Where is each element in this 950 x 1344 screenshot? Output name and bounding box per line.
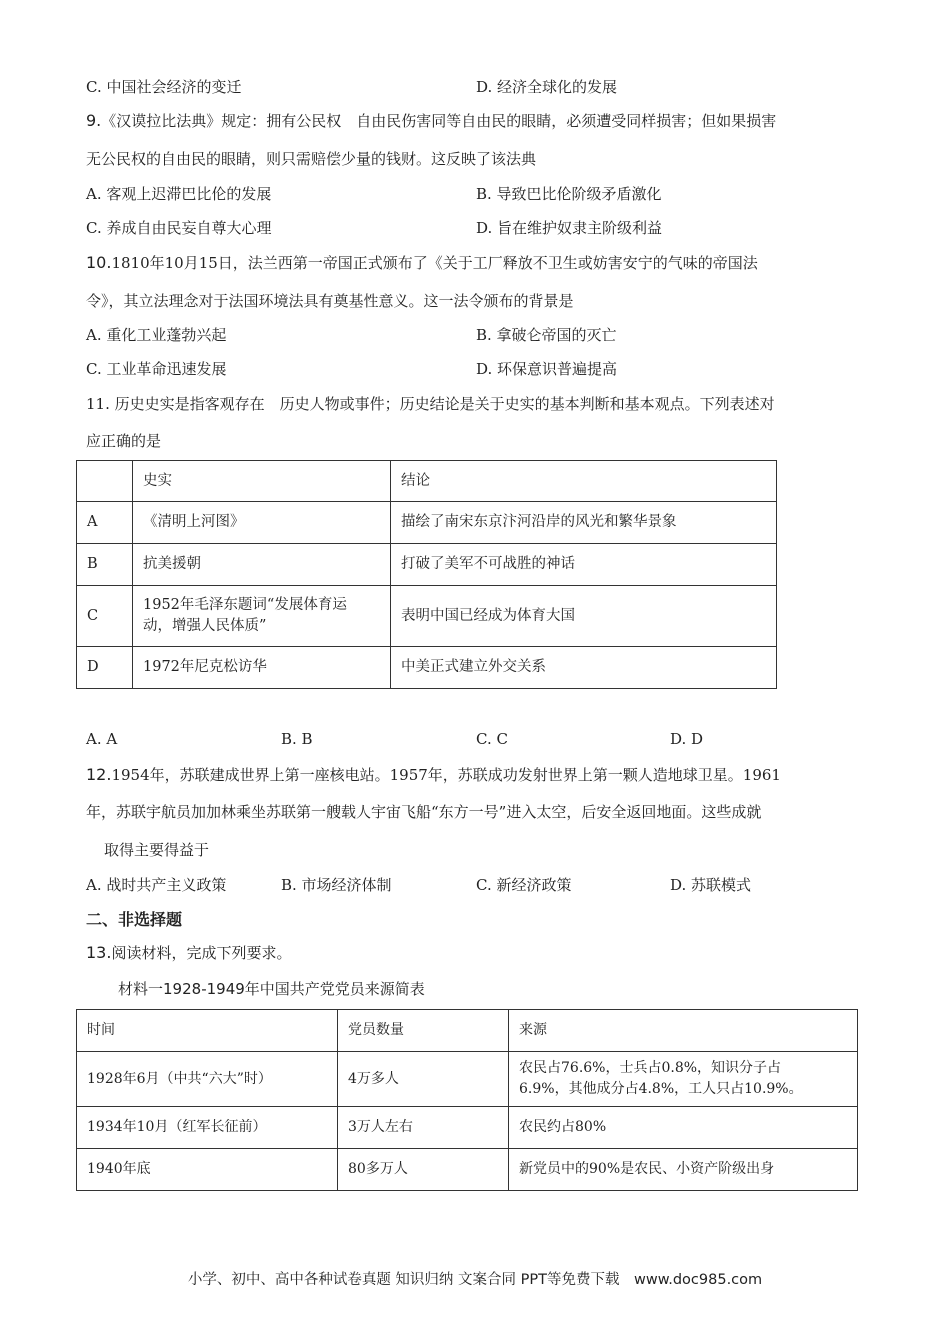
- q8-option-d: D. 经济全球化的发展: [476, 78, 618, 96]
- q13-number: 13.: [86, 943, 112, 962]
- q12-option-b: B. 市场经济体制: [281, 876, 392, 894]
- table-row: [77, 586, 777, 647]
- row-label: B: [77, 544, 133, 586]
- table-header-cell: 史实: [133, 461, 391, 502]
- q10-stem-line2: 令》，其立法理念对于法国环境法具有奠基性意义。这一法令颁布的背景是: [86, 292, 574, 310]
- q10-option-d: D. 环保意识普遍提高: [476, 360, 618, 378]
- time-cell: 1940年底: [77, 1149, 338, 1191]
- conclusion-cell: 中美正式建立外交关系: [391, 647, 777, 689]
- q10-stem-line1: [86, 252, 758, 273]
- count-cell: 80多万人: [338, 1149, 509, 1191]
- q11-table: [76, 460, 777, 689]
- source-line2: 6.9%，其他成分占4.8%，工人只占10.9%。: [519, 1081, 803, 1097]
- time-cell: 1934年10月（红军长征前）: [77, 1107, 338, 1149]
- fact-cell: 《清明上河图》: [133, 502, 391, 544]
- page-footer: 小学、初中、高中各种试卷真题 知识归纳 文案合同 PPT等免费下载 www.doc985.com: [187, 1272, 763, 1288]
- q11-stem-line2: 应正确的是: [86, 432, 162, 450]
- q13-stem: [86, 942, 291, 963]
- q9-option-b: B. 导致巴比伦阶级矛盾激化: [476, 185, 662, 203]
- fact-line1: 1952年毛泽东题词“发展体育运: [143, 597, 347, 613]
- q13-text: 阅读材料，完成下列要求。: [111, 944, 292, 962]
- count-cell: 3万人左右: [338, 1107, 509, 1149]
- fact-line2: 动，增强人民体质”: [143, 618, 267, 634]
- material-suffix: 年中国共产党党员来源简表: [244, 980, 425, 998]
- q10-option-a: A. 重化工业蓬勃兴起: [86, 326, 227, 344]
- source-cell: [509, 1052, 858, 1107]
- q10-text-line1: 1810年10月15日，法兰西第一帝国正式颁布了《关于工厂释放不卫生或妨害安宁的气味的帝国法: [111, 254, 758, 272]
- q8-option-c: C. 中国社会经济的变迁: [86, 78, 242, 96]
- q13-material-caption: [118, 978, 425, 999]
- q9-option-a: A. 客观上迟滞巴比伦的发展: [86, 185, 272, 203]
- table-header-cell: 党员数量: [338, 1010, 509, 1052]
- source-line1: 农民占76.6%，士兵占0.8%，知识分子占: [519, 1060, 782, 1076]
- q9-number: 9.: [86, 111, 102, 130]
- q11-option-a: A. A: [86, 730, 118, 748]
- table-row: [77, 647, 777, 689]
- table-header-cell: 时间: [77, 1010, 338, 1052]
- row-label: A: [77, 502, 133, 544]
- q9-option-c: C. 养成自由民妄自尊大心理: [86, 219, 272, 237]
- q12-stem-line2: 年，苏联宇航员加加林乘坐苏联第一艘载人宇宙飞船“东方一号”进入太空，后安全返回地面。这些成就: [86, 803, 762, 821]
- fact-cell: [133, 586, 391, 647]
- q11-stem-line1: 11. 历史史实是指客观存在 历史人物或事件；历史结论是关于史实的基本判断和基本观点。下列表述对: [86, 395, 775, 413]
- row-label: D: [77, 647, 133, 689]
- q12-text-line1: 1954年，苏联建成世界上第一座核电站。1957年，苏联成功发射世界上第一颗人造地球卫星。1961: [111, 766, 781, 784]
- q10-option-c: C. 工业革命迅速发展: [86, 360, 227, 378]
- q12-option-a: A. 战时共产主义政策: [86, 876, 227, 894]
- table-row: [77, 502, 777, 544]
- fact-cell: 抗美援朝: [133, 544, 391, 586]
- conclusion-cell: 描绘了南宋东京汴河沿岸的风光和繁华景象: [391, 502, 777, 544]
- count-cell: 4万多人: [338, 1052, 509, 1107]
- table-header-row: [77, 461, 777, 502]
- table-header-cell: 结论: [391, 461, 777, 502]
- q9-stem-line2: 无公民权的自由民的眼睛，则只需赔偿少量的钱财。这反映了该法典: [86, 150, 537, 168]
- table-header-cell: 来源: [509, 1010, 858, 1052]
- source-cell: 农民约占80%: [509, 1107, 858, 1149]
- q9-option-d: D. 旨在维护奴隶主阶级利益: [476, 219, 663, 237]
- q12-number: 12.: [86, 765, 112, 784]
- q12-stem-line1: [86, 764, 781, 785]
- conclusion-cell: 表明中国已经成为体育大国: [391, 586, 777, 647]
- table-row: [77, 1149, 858, 1191]
- q9-text-line1: 《汉谟拉比法典》规定：拥有公民权 自由民伤害同等自由民的眼睛，必须遭受同样损害；但如果损害: [101, 112, 777, 130]
- fact-cell: 1972年尼克松访华: [133, 647, 391, 689]
- q12-option-d: D. 苏联模式: [670, 876, 752, 894]
- material-years: 1928-1949: [163, 980, 245, 998]
- material-prefix: 材料一: [118, 980, 164, 998]
- time-cell: 1928年6月（中共“六大”时）: [77, 1052, 338, 1107]
- q11-option-d: D. D: [670, 730, 704, 748]
- table-header-cell: [77, 461, 133, 502]
- q12-option-c: C. 新经济政策: [476, 876, 572, 894]
- table-row: [77, 1052, 858, 1107]
- table-row: [77, 1107, 858, 1149]
- q11-option-b: B. B: [281, 730, 313, 748]
- q10-option-b: B. 拿破仑帝国的灭亡: [476, 326, 617, 344]
- source-cell: 新党员中的90%是农民、小资产阶级出身: [509, 1149, 858, 1191]
- q10-number: 10.: [86, 253, 112, 272]
- table-row: [77, 544, 777, 586]
- q11-option-c: C. C: [476, 730, 508, 748]
- q12-stem-line3: 取得主要得益于: [104, 841, 210, 859]
- row-label: C: [77, 586, 133, 647]
- q9-stem-line1: [86, 110, 776, 131]
- section-title: 二、非选择题: [86, 910, 183, 929]
- conclusion-cell: 打破了美军不可战胜的神话: [391, 544, 777, 586]
- table-header-row: [77, 1010, 858, 1052]
- q13-table: [76, 1009, 858, 1191]
